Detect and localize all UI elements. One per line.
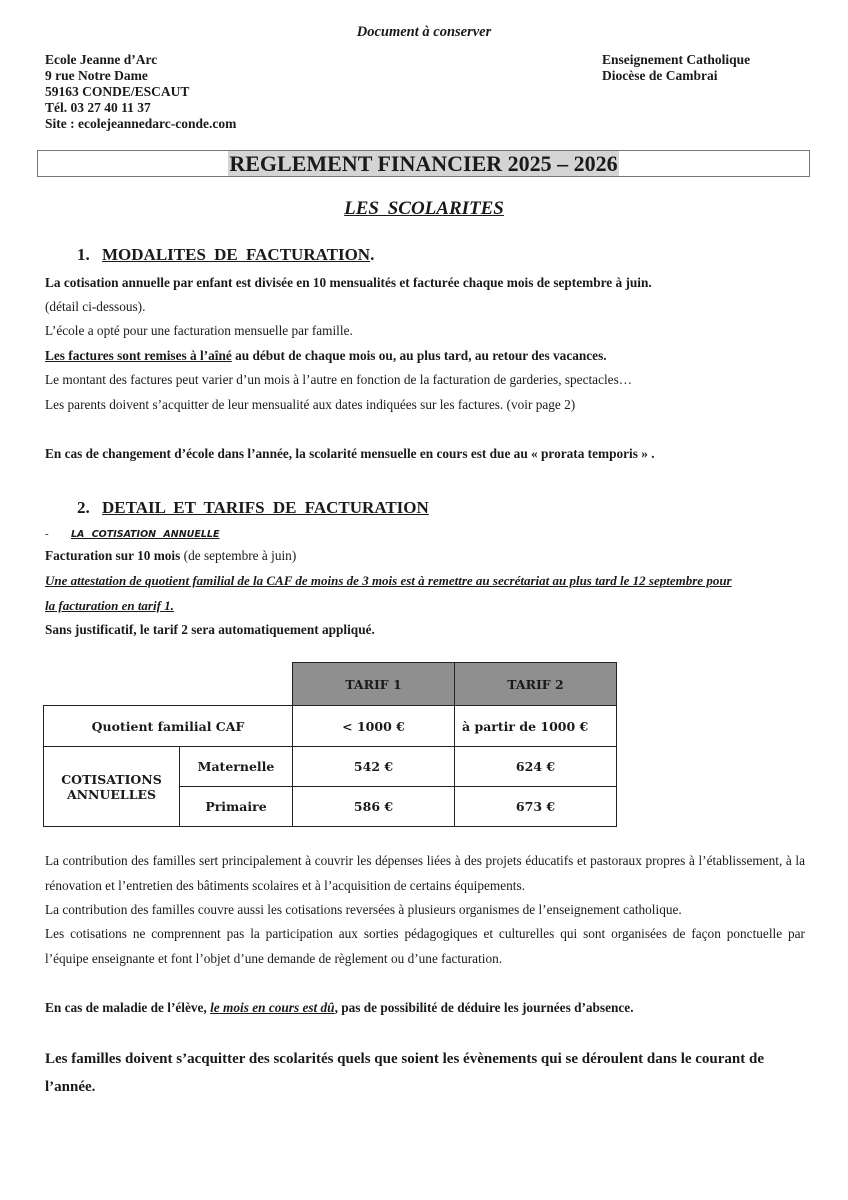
section-1-title: MODALITES DE FACTURATION [102, 245, 371, 264]
tarif-table [43, 662, 617, 827]
s1-line-6: Les parents doivent s’acquitter de leur mensualité aux dates indiquées sur les factures. (voir page 2) [45, 397, 576, 412]
s1-line-2: (détail ci-dessous). [45, 299, 146, 314]
organization-block [602, 52, 750, 84]
s1-line-7: En cas de changement d’école dans l’année, la scolarité mensuelle en cours est due au « prorata temporis » . [45, 446, 655, 461]
s1-line-4-underlined: Les factures sont remises à l’aîné [45, 348, 232, 363]
s1-line-5: Le montant des factures peut varier d’un mois à l’autre en fonction de la facturation de garderies, spectacles… [45, 372, 633, 387]
page-title: REGLEMENT FINANCIER 2025 – 2026 [229, 151, 618, 176]
tarif-1-value: 542 € [293, 747, 455, 787]
section-1-heading [77, 245, 374, 265]
billing-bold: Facturation sur 10 mois [45, 548, 181, 563]
table-row-quotient [44, 706, 617, 747]
school-phone: Tél. 03 27 40 11 37 [45, 100, 151, 115]
org-line-1: Enseignement Catholique [602, 52, 751, 67]
school-address: 9 rue Notre Dame [45, 68, 148, 83]
s1-line-4 [45, 348, 607, 364]
no-proof-line: Sans justificatif, le tarif 2 sera automatiquement appliqué. [45, 622, 375, 637]
attestation-line-2: la facturation en tarif 1. [45, 598, 174, 613]
s1-line-4-rest: au début de chaque mois ou, au plus tard, au retour des vacances. [231, 348, 607, 363]
quotient-tarif-1: < 1000 € [293, 706, 455, 747]
billing-rest: (de septembre à juin) [180, 548, 297, 563]
section-2-title: DETAIL ET TARIFS DE FACTURATION [102, 498, 429, 517]
page-subtitle: LES SCOLARITES [344, 198, 504, 219]
illness-end: , pas de possibilité de déduire les journées d’absence. [334, 1000, 634, 1015]
org-line-2: Diocèse de Cambrai [602, 68, 718, 83]
paragraph-sorties: Les cotisations ne comprennent pas la participation aux sorties pédagogiques et culturelles qui sont organisées de façon ponctuelle par l’équipe enseignante et font l’objet d’une demande de règlement ou d’une facturation. [45, 926, 805, 966]
school-name: Ecole Jeanne d’Arc [45, 52, 158, 67]
paragraph-cotisations-reversees: La contribution des familles couvre aussi les cotisations reversées à plusieurs organismes de l’enseignement catholique. [45, 902, 682, 917]
document-note: Document à conserver [356, 24, 492, 40]
level-label: Primaire [180, 787, 293, 827]
paragraph-contribution: La contribution des familles sert principalement à couvrir les dépenses liées à des projets éducatifs et pastoraux propres à l’établissement, à la rénovation et l’entretien des bâtiments scolaires et à l’acquisition de certains équipements. [45, 853, 805, 893]
illness-line [45, 1000, 634, 1016]
tarif-2-value: 673 € [455, 787, 617, 827]
table-corner-empty [44, 663, 293, 706]
section-1-suffix: . [370, 245, 375, 264]
section-1-number: 1. [77, 245, 90, 264]
group-label-line-2: ANNUELLES [66, 786, 157, 802]
billing-line [45, 548, 296, 564]
table-header-tarif-2: TARIF 2 [455, 663, 617, 706]
title-box [37, 150, 810, 177]
table-header-row [44, 663, 617, 706]
s1-line-3: L’école a opté pour une facturation mensuelle par famille. [45, 323, 353, 338]
subsection-cotisation [45, 528, 219, 540]
school-contact-block [45, 52, 236, 132]
table-header-tarif-1: TARIF 1 [293, 663, 455, 706]
school-city: 59163 CONDE/ESCAUT [45, 84, 190, 99]
tarif-1-value: 586 € [293, 787, 455, 827]
quotient-label: Quotient familial CAF [44, 706, 293, 747]
section-2-heading [77, 498, 429, 518]
subsection-label: LA COTISATION ANNUELLE [71, 529, 220, 540]
group-label-line-1: COTISATIONS [61, 771, 162, 787]
cotisations-group-label [44, 747, 180, 827]
tarif-2-value: 624 € [455, 747, 617, 787]
quotient-tarif-2: à partir de 1000 € [455, 706, 617, 747]
school-site: Site : ecolejeannedarc-conde.com [45, 116, 237, 131]
table-row [44, 747, 617, 787]
final-statement: Les familles doivent s’acquitter des scolarités quels que soient les évènements qui se déroulent dans le courant de l’année. [45, 1051, 765, 1095]
level-label: Maternelle [180, 747, 293, 787]
illness-emphasis: le mois en cours est dû [210, 1000, 335, 1015]
list-dash: - [45, 528, 49, 540]
attestation-line-1: Une attestation de quotient familial de la CAF de moins de 3 mois est à remettre au secrétariat au plus tard le 12 septembre pour [45, 573, 732, 588]
s1-line-1: La cotisation annuelle par enfant est divisée en 10 mensualités et facturée chaque mois de septembre à juin. [45, 275, 652, 290]
section-2-number: 2. [77, 498, 90, 517]
illness-start: En cas de maladie de l’élève, [45, 1000, 211, 1015]
